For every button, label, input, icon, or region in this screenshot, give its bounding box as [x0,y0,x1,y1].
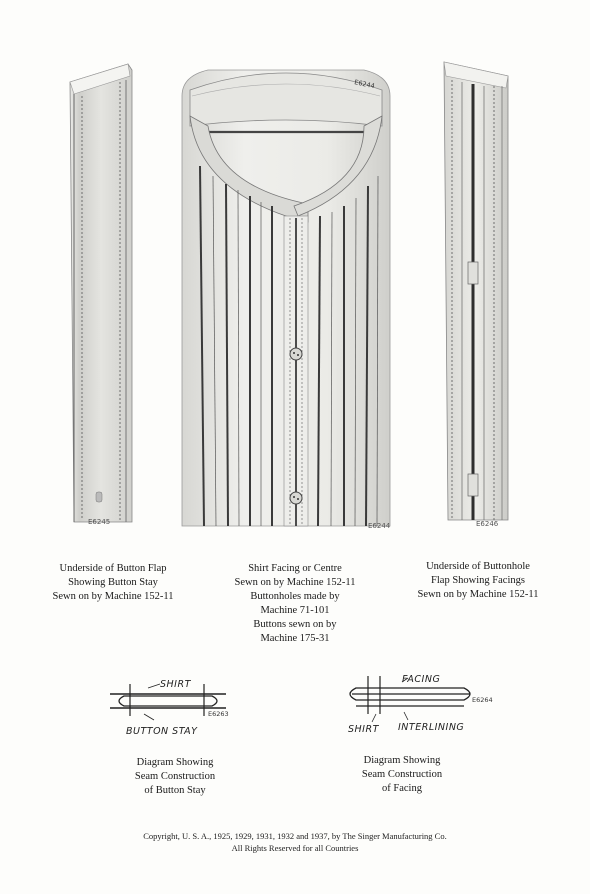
caption-line: of Facing [382,783,422,794]
diagram-label-facing: FACING [402,674,441,685]
buttonhole-flap-photo [442,58,512,526]
caption-line: Machine 175-31 [260,633,330,644]
caption-line: of Button Stay [144,785,206,796]
diagram-label-shirt: SHIRT [160,679,191,690]
caption-line: Sewn on by Machine 152-11 [234,577,356,588]
caption-line: Underside of Button Flap [59,563,167,574]
copyright-footer [0,830,590,854]
caption-button-stay-diagram [100,756,250,798]
plate-number-center: E6244 [368,522,391,530]
caption-line: Underside of Buttonhole [426,561,530,572]
caption-buttonhole-flap [390,560,566,602]
diagram-plate-number: E6264 [472,696,493,704]
plate-number-right: E6246 [476,520,499,528]
caption-button-flap [28,562,198,604]
plate-number-left: E6245 [88,518,111,526]
rights-line: All Rights Reserved for all Countries [231,843,359,853]
caption-line: Buttonholes made by [250,591,340,602]
diagram-label-button-stay: BUTTON STAY [126,726,198,737]
caption-line: Flap Showing Facings [431,575,525,586]
caption-line: Sewn on by Machine 152-11 [417,589,539,600]
caption-line: Diagram Showing [136,757,214,768]
caption-line: Seam Construction [134,771,216,782]
buttonhole-flap-illustration [442,58,512,526]
caption-facing-diagram [334,754,470,796]
caption-line: Diagram Showing [363,755,441,766]
facing-diagram [342,668,512,740]
diagram-label-interlining: INTERLINING [398,722,465,733]
caption-line: Showing Button Stay [68,577,158,588]
caption-line: Buttons sewn on by [253,619,337,630]
button-flap-photo [66,60,134,528]
caption-shirt-facing [210,562,380,646]
svg-text:E6244: E6244 [353,78,376,91]
diagram-label-shirt: SHIRT [348,724,379,735]
diagram-plate-number: E6263 [208,710,229,718]
caption-line: Seam Construction [361,769,443,780]
caption-line: Sewn on by Machine 152-11 [52,591,174,602]
button-flap-illustration [66,60,134,528]
shirt-front-photo [178,56,394,528]
copyright-line: Copyright, U. S. A., 1925, 1929, 1931, 1932 and 1937, by The Singer Manufacturing Co. [143,831,447,841]
button-stay-diagram [104,672,264,742]
shirt-front-illustration [178,56,394,528]
caption-line: Shirt Facing or Centre [248,563,342,574]
caption-line: Machine 71-101 [260,605,330,616]
